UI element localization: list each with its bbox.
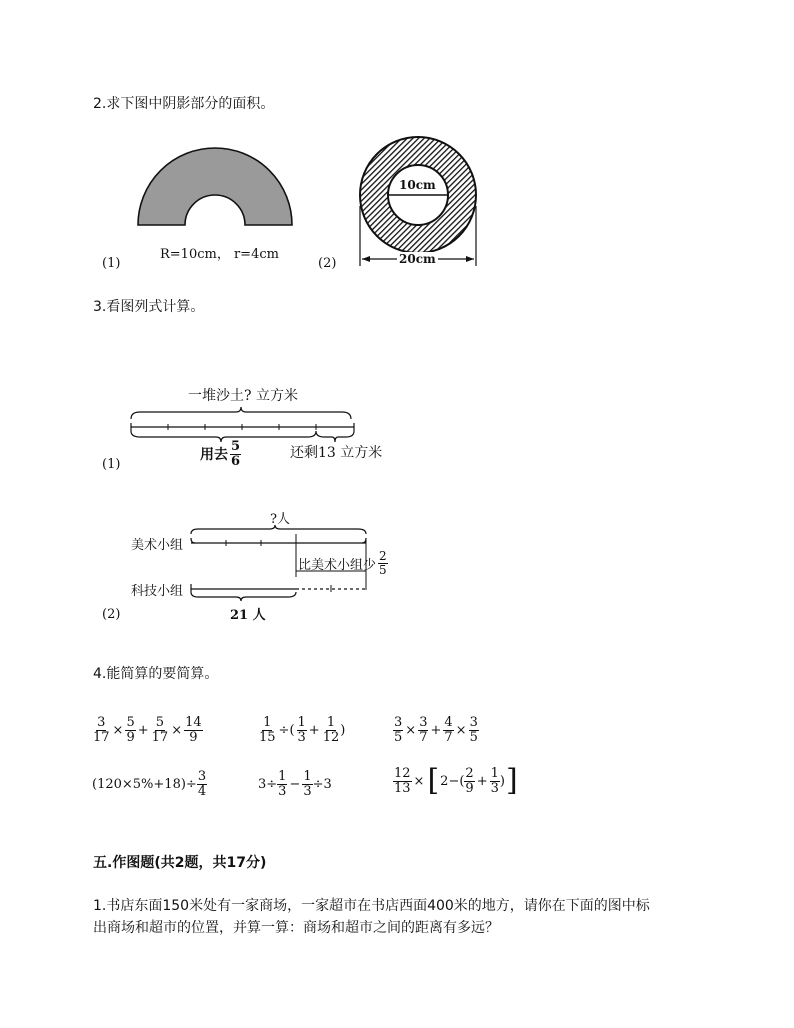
operator: + [476,773,488,789]
inner-diameter-label: 10cm [399,178,436,192]
denominator: 17 [93,729,110,745]
operator: ÷( [278,722,295,738]
operator: × [171,722,183,738]
denominator: 7 [444,729,453,745]
operator: − [289,776,301,792]
expression-prefix: 3÷ [258,776,278,792]
fraction [302,770,312,798]
expression-middle: 2−( [440,773,465,789]
section-heading: 五.作图题(共2题，共17分) [93,855,267,871]
numerator: 1 [278,769,287,784]
p2-less-text: 比美术小组少 [298,557,377,573]
right-bracket: ] [505,763,518,798]
p2-less-den: 5 [379,562,387,577]
operator: + [308,722,320,738]
numerator: 2 [465,765,474,781]
denominator: 4 [197,783,207,799]
denominator: 3 [303,783,312,799]
expression-suffix: ÷3 [312,776,332,792]
expression-5 [258,770,332,798]
fraction [418,716,428,744]
p2-less-num: 2 [379,549,387,563]
fraction [258,716,277,744]
denominator: 17 [151,729,169,745]
fraction [469,716,479,744]
p1-label: (1) [102,457,121,472]
expression-4 [92,770,207,798]
operator: + [430,722,442,738]
semicircle-ring-figure [130,140,300,240]
p2-count-label: 21 人 [230,608,266,623]
denominator: 9 [189,729,198,745]
denominator: 15 [259,729,276,745]
expression-1 [92,716,203,744]
p1-remain-label: 还剩13 立方米 [290,445,383,461]
denominator: 13 [394,780,411,796]
numerator: 1 [263,715,272,730]
numerator: 3 [197,769,207,784]
fraction [197,770,207,798]
numerator: 1 [326,715,336,730]
numerator: 3 [419,715,428,730]
q3-title: 3.看图列式计算。 [93,299,205,315]
p2-less-fraction [378,550,388,576]
p2-tech-label: 科技小组 [131,584,184,599]
numerator: 1 [303,769,312,784]
fraction [151,716,170,744]
numerator: 14 [185,715,202,730]
fraction [443,716,453,744]
left-bracket: [ [427,763,440,798]
p1-used-den: 6 [231,453,241,469]
numerator: 3 [394,715,403,730]
expression-2 [258,716,345,744]
close-paren: ) [499,773,505,789]
q4-title: 4.能简算的要简算。 [93,666,219,682]
fraction [277,770,287,798]
fraction [322,716,341,744]
problem-text-line-2: 出商场和超市的位置，并算一算：商场和超市之间的距离有多远？ [93,920,499,936]
denominator: 7 [419,729,428,745]
numerator: 5 [126,715,135,730]
p1-used-fraction [230,440,241,468]
fig1-label: (1) [102,256,121,271]
denominator: 5 [469,729,478,745]
q2-title: 2.求下图中阴影部分的面积。 [93,96,275,112]
p1-used-num: 5 [231,439,241,454]
problem-text-line-1: 1.书店东面150米处有一家商场，一家超市在书店西面400米的地方，请你在下面的图中标 [93,898,650,914]
numerator: 5 [155,715,165,730]
p2-label: (2) [102,607,121,622]
fig2-label: (2) [318,256,337,271]
p2-top-label: ?人 [270,512,290,527]
expression-3 [393,716,479,744]
expression-6 [393,763,519,798]
denominator: 9 [126,729,135,745]
fraction [125,716,135,744]
fraction [297,716,307,744]
denominator: 3 [490,780,499,796]
operator: + [137,722,149,738]
fraction [464,767,474,795]
numerator: 1 [297,715,306,730]
p1-used-label [200,440,241,468]
expression-prefix: (120×5%+18)÷ [92,776,197,792]
denominator: 9 [465,780,474,796]
numerator: 12 [394,765,411,781]
close-paren: ) [340,722,346,738]
operator: × [405,722,417,738]
denominator: 3 [278,783,287,799]
numerator: 3 [97,715,106,730]
numerator: 3 [469,715,478,730]
p2-less-label [298,550,388,576]
p1-top-label: 一堆沙土? 立方米 [188,388,298,404]
p1-used-text: 用去 [200,447,228,464]
p2-art-label: 美术小组 [131,538,184,553]
fig1-caption: R=10cm， r=4cm [160,247,279,262]
denominator: 3 [297,729,306,745]
fraction [92,716,111,744]
numerator: 4 [444,715,453,730]
numerator: 1 [490,765,499,781]
operator: × [455,722,467,738]
denominator: 5 [394,729,403,745]
fraction [393,767,412,795]
outer-diameter-label: 20cm [399,252,436,266]
operator: × [112,722,124,738]
fraction [184,716,203,744]
denominator: 12 [322,729,340,745]
fraction [490,767,500,795]
fraction [393,716,403,744]
operator: × [413,773,425,789]
